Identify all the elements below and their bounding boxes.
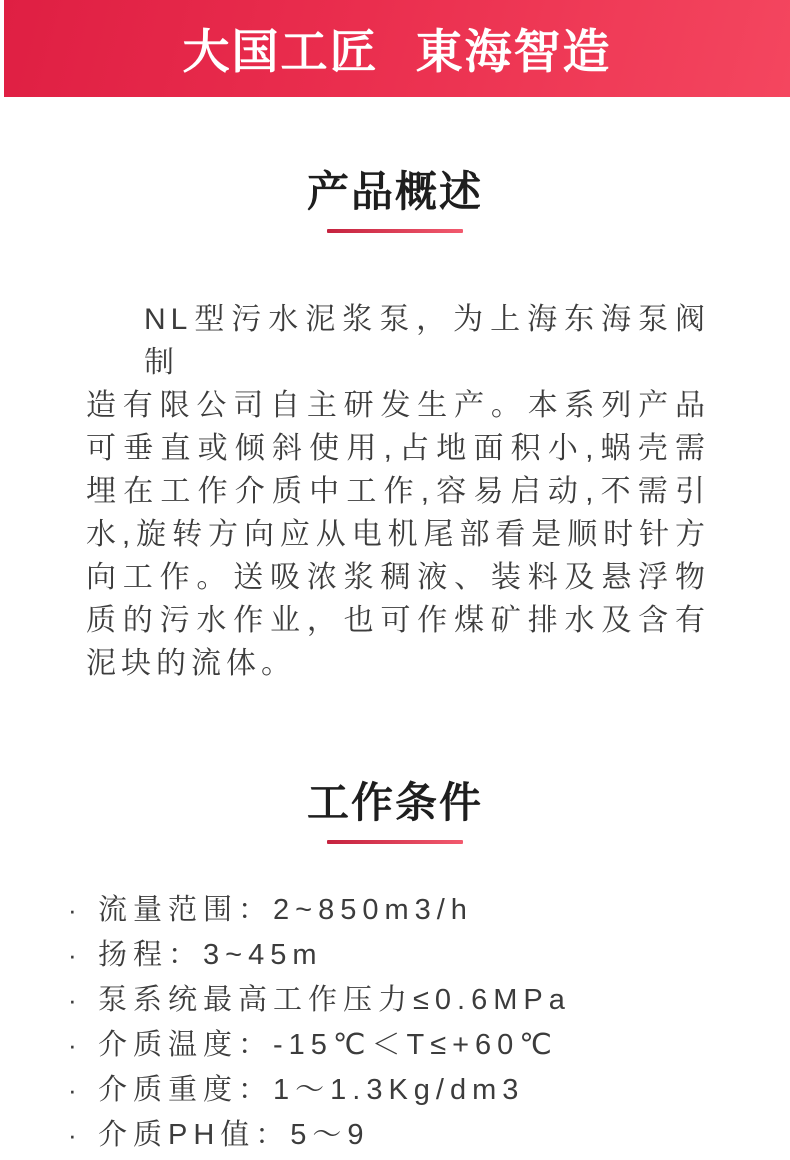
paragraph-line: 埋在工作介质中工作,容易启动,不需引 bbox=[86, 475, 710, 508]
spec-text: 介质重度：1～1.3Kg/dm3 bbox=[98, 1074, 525, 1106]
paragraph-line: 可垂直或倾斜使用,占地面积小,蜗壳需 bbox=[86, 432, 710, 465]
banner-title: 大国工匠 東海智造 bbox=[182, 25, 612, 78]
bullet-icon: · bbox=[68, 1030, 77, 1060]
bullet-icon: · bbox=[68, 985, 77, 1015]
overview-paragraph bbox=[86, 298, 710, 685]
spec-text: 泵系统最高工作压力≤0.6MPa bbox=[98, 984, 571, 1016]
title-underline bbox=[327, 229, 463, 233]
spec-text: 扬程：3~45m bbox=[98, 939, 323, 971]
paragraph-line: 向工作。送吸浓浆稠液、装料及悬浮物 bbox=[86, 561, 710, 594]
spec-text: 介质PH值：5～9 bbox=[98, 1119, 370, 1151]
paragraph-line: 造有限公司自主研发生产。本系列产品 bbox=[86, 389, 710, 422]
section-overview bbox=[0, 168, 790, 685]
spec-item bbox=[68, 1023, 790, 1068]
title-underline bbox=[327, 840, 463, 844]
header-banner bbox=[4, 0, 790, 97]
paragraph-line: 水,旋转方向应从电机尾部看是顺时针方 bbox=[86, 518, 710, 551]
bullet-icon: · bbox=[68, 940, 77, 970]
spec-list bbox=[0, 888, 790, 1158]
overview-section-title: 产品概述 bbox=[306, 168, 483, 215]
spec-text: 介质温度：-15℃＜T≤+60℃ bbox=[98, 1029, 558, 1061]
paragraph-line: 质的污水作业，也可作煤矿排水及含有 bbox=[86, 604, 710, 637]
spec-item bbox=[68, 1068, 790, 1113]
paragraph-line: 泥块的流体。 bbox=[86, 647, 296, 680]
spec-text: 流量范围：2~850m3/h bbox=[98, 894, 473, 926]
spec-item bbox=[68, 933, 790, 978]
spec-item bbox=[68, 1113, 790, 1158]
paragraph-line: NL型污水泥浆泵，为上海东海泵阀制 bbox=[144, 303, 710, 379]
bullet-icon: · bbox=[68, 1075, 77, 1105]
spec-item bbox=[68, 888, 790, 933]
bullet-icon: · bbox=[68, 895, 77, 925]
section-conditions bbox=[0, 779, 790, 1158]
spec-item bbox=[68, 978, 790, 1023]
bullet-icon: · bbox=[68, 1120, 77, 1150]
conditions-section-title: 工作条件 bbox=[306, 779, 483, 826]
